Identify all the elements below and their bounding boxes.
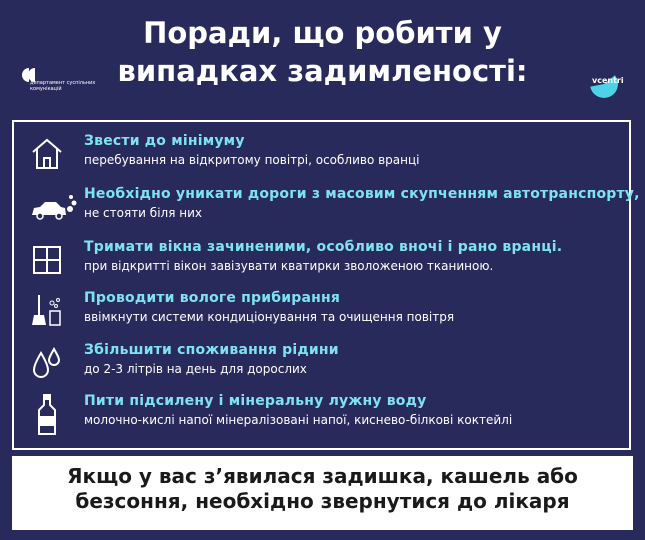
tip-item — [14, 289, 629, 335]
tip-text: молочно-кислі напої мінералізовані напої, кисневo-білкові коктейлі — [84, 413, 513, 427]
footer-frame-left — [0, 456, 12, 540]
tip-title: Необхідно уникати дороги з масовим скупченням автотранспорту, — [84, 186, 640, 202]
house-icon — [30, 134, 64, 174]
footer-banner — [0, 456, 645, 540]
cleaning-icon — [30, 291, 64, 331]
tip-text: до 2-3 літрів на день для дорослих — [84, 362, 307, 376]
tip-text: ввімкнути системи кондиціонування та очищення повітря — [84, 310, 455, 324]
tip-item — [14, 392, 629, 438]
tip-title: Звести до мінімуму — [84, 133, 245, 149]
department-logo — [22, 68, 102, 100]
tip-title: Пити підсилену і мінеральну лужну воду — [84, 393, 427, 409]
vcentri-logo — [584, 68, 624, 98]
bottom-bar — [0, 530, 645, 540]
tip-title: Збільшити споживання рідини — [84, 342, 339, 358]
window-icon — [30, 240, 64, 280]
tip-item — [14, 238, 629, 284]
tip-item — [14, 185, 640, 231]
tip-item — [14, 341, 629, 387]
department-logo-text: департамент суспільних комунікацій — [30, 80, 96, 92]
tip-text: не стояти біля них — [84, 206, 202, 220]
vcentri-logo-text: vcentri — [592, 76, 624, 85]
tip-title: Тримати вікна зачиненими, особливо вночі і рано вранці. — [84, 239, 563, 255]
tip-item — [14, 132, 629, 178]
page-title: Поради, що робити у випадках задимленості: — [117, 16, 528, 88]
tips-panel — [12, 120, 640, 450]
car-icon — [30, 187, 64, 227]
tip-text: перебування на відкритому повітрі, особливо вранці — [84, 153, 420, 167]
drops-icon — [30, 343, 64, 383]
bottle-icon — [30, 394, 64, 434]
header — [0, 0, 645, 112]
footer-text: Якщо у вас з’явилася задишка, кашель або безсоння, необхідно звернутися до лікаря — [67, 464, 578, 513]
footer-frame-right — [633, 456, 645, 540]
tip-text: при відкритті вікон завізувати кватирки зволоженою тканиною. — [84, 259, 494, 273]
tip-title: Проводити вологе прибирання — [84, 290, 341, 306]
